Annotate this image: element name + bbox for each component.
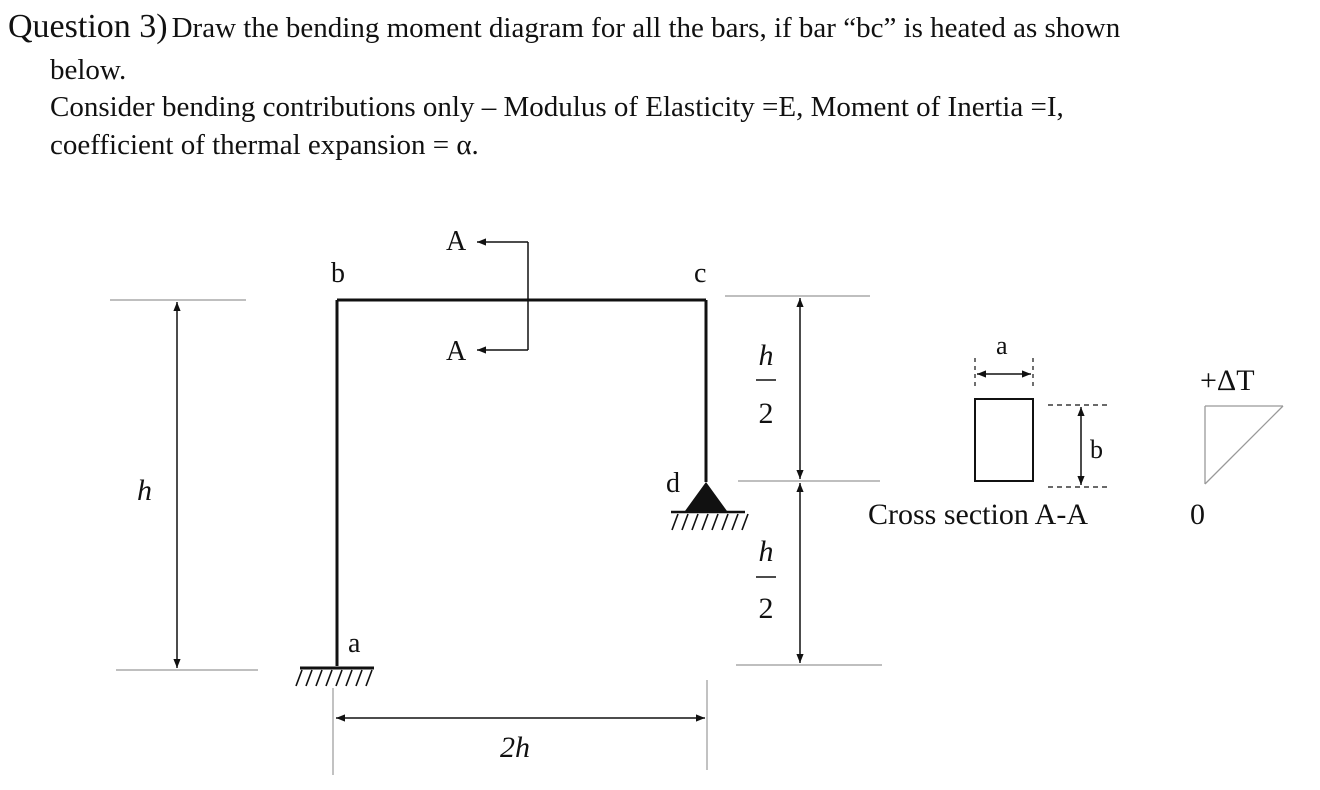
node-label-c: c	[694, 258, 707, 289]
pin-support-d	[671, 482, 748, 530]
temperature-top-label: +ΔT	[1200, 364, 1255, 397]
cross-section-rectangle	[975, 399, 1033, 481]
section-label-bottom: A	[446, 336, 467, 367]
section-depth-label: b	[1090, 435, 1103, 464]
cross-section	[868, 331, 1110, 531]
dimension-span-bottom	[333, 680, 707, 775]
question-text-4: coefficient of thermal expansion = α.	[50, 129, 479, 161]
node-label-b: b	[331, 258, 345, 289]
lower-half-numerator: h	[758, 535, 774, 568]
question-text-3: Consider bending contributions only – Modulus of Elasticity =E, Moment of Inertia =I,	[50, 91, 1064, 123]
temperature-bottom-label: 0	[1190, 498, 1205, 531]
node-label-d: d	[666, 468, 680, 499]
question-text-1: Draw the bending moment diagram for all the bars, if bar “bc” is heated as shown	[171, 12, 1121, 44]
section-cut-marker	[446, 226, 528, 367]
dimension-height-left	[110, 300, 258, 670]
question-text-2: below.	[50, 54, 127, 86]
dimension-right	[725, 296, 882, 665]
node-label-a: a	[348, 628, 361, 659]
question-number: Question 3)	[8, 8, 168, 45]
lower-half-denominator: 2	[758, 592, 774, 625]
section-label-top: A	[446, 226, 467, 257]
fixed-support-a	[296, 668, 374, 686]
frame-members	[337, 300, 706, 666]
upper-half-numerator: h	[758, 339, 774, 372]
cross-section-caption: Cross section A-A	[868, 498, 1088, 531]
height-label: h	[137, 474, 152, 507]
upper-half-denominator: 2	[758, 397, 774, 430]
span-label: 2h	[500, 731, 530, 764]
section-width-label: a	[996, 331, 1008, 360]
temperature-profile	[1190, 364, 1283, 531]
